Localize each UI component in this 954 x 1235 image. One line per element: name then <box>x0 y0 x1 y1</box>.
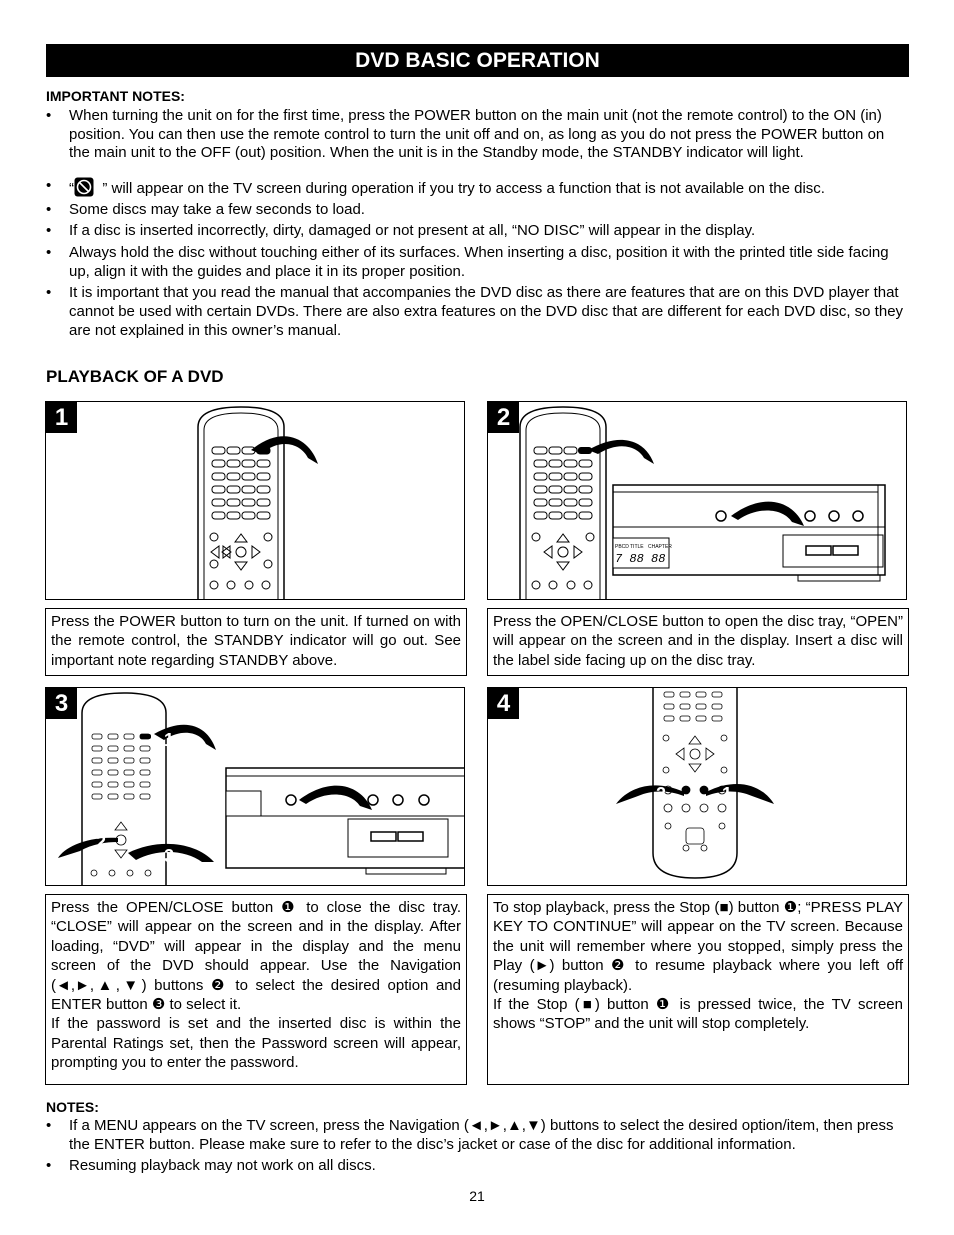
remote-control-illustration <box>488 688 907 886</box>
notes-heading: NOTES: <box>46 1099 99 1115</box>
step-number-badge: 2 <box>488 402 519 433</box>
step-3-illustration <box>45 687 465 886</box>
step-2-caption <box>487 608 909 676</box>
step-2-illustration <box>487 401 907 600</box>
step-3-caption <box>45 894 467 1085</box>
callout-number: 2 <box>656 784 667 804</box>
caption-text: To stop playback, press the Stop (■) button ❶; “PRESS PLAY KEY TO CONTINUE” will appear on the TV screen. Because the unit will remember where you stopped, simply press the Play (►) button ❷ to resume playback where you left off (resuming playback). <box>493 899 903 994</box>
notes-list <box>46 1117 909 1176</box>
caption-text: If the password is set and the inserted disc is within the Parental Ratings set, then the Password screen will appear, prompting you to enter the password. <box>51 1015 461 1072</box>
list-item <box>46 177 909 199</box>
step-number-badge: 3 <box>46 688 77 719</box>
list-item: • It is important that you read the manual that accompanies the DVD disc as there are features that are on this DVD player that cannot be used with certain DVDs. There are also extra features on the DVD disc that are different for each DVD disc, so they are not explained in this owner’s manual. <box>46 284 909 340</box>
caption-text: If the Stop (■) button ❶ is pressed twice, the TV screen shows “STOP” and the unit will stop completely. <box>493 996 903 1033</box>
step-number-badge: 4 <box>488 688 519 719</box>
step-4-illustration <box>487 687 907 886</box>
step-4-caption <box>487 894 909 1085</box>
caption-text: Press the OPEN/CLOSE button ❶ to close the disc tray. “CLOSE” will appear on the screen and in the display. After loading, “DVD” will appear in the display and the menu screen of the DVD should appear. Use the Navigation (◄,►,▲,▼) buttons ❷ to select the desired option and ENTER button ❸ to select it. <box>51 899 461 1014</box>
list-item: • When turning the unit on for the first time, press the POWER button on the main unit (not the remote control) to the ON (in) position. You can then use the remote control to turn the unit off and on, as long as you do not press the POWER button on the main unit to the OFF (out) position. When the unit is in the Standby mode, the STANDBY indicator will light. <box>46 107 909 163</box>
caption-text: Press the POWER button to turn on the unit. If turned on with the remote control, the STANDBY indicator will go out. See important note regarding STANDBY above. <box>51 613 461 669</box>
step-1-caption <box>45 608 467 676</box>
important-notes-list <box>46 177 909 199</box>
remote-and-player-illustration <box>46 688 465 886</box>
display-label: CHAPTER <box>648 544 672 550</box>
prohibited-icon <box>74 177 94 197</box>
step-1-illustration <box>45 401 465 600</box>
list-item: • Always hold the disc without touching either of its surfaces. When inserting a disc, position it with the printed title side facing up, align it with the guides and place it in its proper position. <box>46 244 909 281</box>
callout-number: 3 <box>164 846 175 866</box>
list-item: • Resuming playback may not work on all discs. <box>46 1157 909 1176</box>
important-notes-list <box>46 107 909 163</box>
callout-number: 1 <box>164 730 175 750</box>
remote-control-illustration <box>46 402 465 600</box>
prohibited-note-text: ” will appear on the TV screen during operation if you try to access a function that is not available on the disc. <box>102 180 825 197</box>
step-number-badge: 1 <box>46 402 77 433</box>
caption-text: Press the OPEN/CLOSE button to open the disc tray, “OPEN” will appear on the screen and in the display. Insert a disc will the label side facing up on the disc tray. <box>493 613 903 669</box>
display-label: TITLE <box>630 544 644 550</box>
important-notes-heading: IMPORTANT NOTES: <box>46 88 185 104</box>
list-item: • Some discs may take a few seconds to load. <box>46 201 909 220</box>
important-notes-list <box>46 201 909 340</box>
page-title: DVD BASIC OPERATION <box>46 44 909 77</box>
quote-open: “ <box>69 180 74 197</box>
callout-number: 1 <box>722 784 733 804</box>
dvd-player-illustration <box>488 402 907 600</box>
display-digits: 7 88 88 <box>615 552 666 566</box>
list-item: • If a disc is inserted incorrectly, dirty, damaged or not present at all, “NO DISC” will appear in the display. <box>46 222 909 241</box>
list-item: • If a MENU appears on the TV screen, press the Navigation (◄,►,▲,▼) buttons to select the desired option/item, then press the ENTER button. Please make sure to refer to the disc’s jacket or case of the disc for additional information. <box>46 1117 909 1154</box>
page-number: 21 <box>469 1188 485 1204</box>
display-label: PBCD <box>615 544 629 550</box>
playback-heading: PLAYBACK OF A DVD <box>46 367 224 386</box>
callout-number: 2 <box>96 832 107 852</box>
